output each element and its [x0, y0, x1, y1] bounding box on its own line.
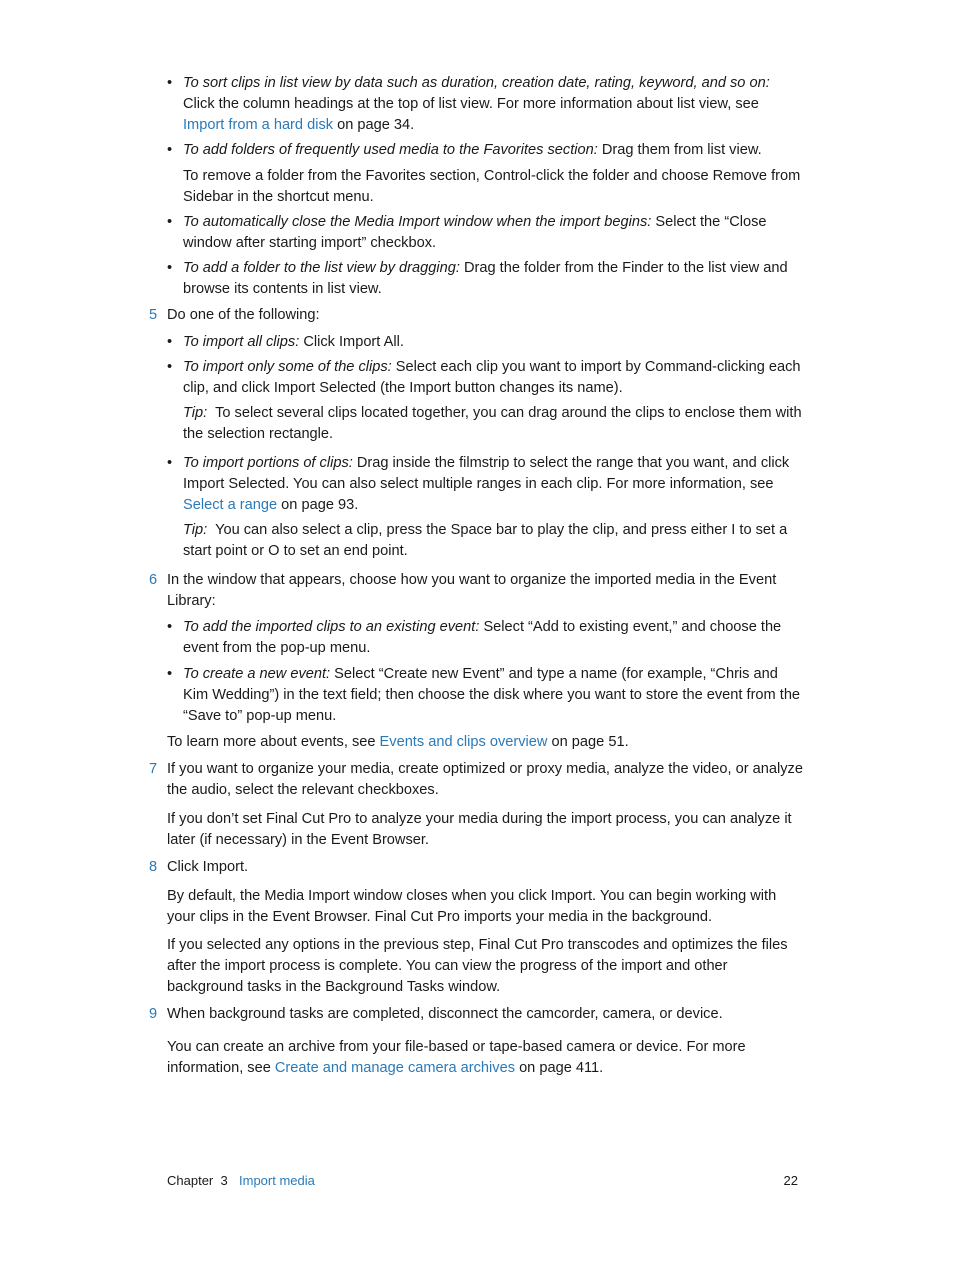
link-create-manage-camera-archives[interactable]: Create and manage camera archives — [274, 1060, 516, 1076]
step-6-text: In the window that appears, choose how you want to organize the imported media in the Event Library: — [167, 572, 777, 609]
tip-space-bar — [183, 520, 803, 562]
bullet-lead: To add the imported clips to an existing event: — [183, 619, 480, 635]
footer-section-link[interactable]: Import media — [239, 1173, 315, 1188]
learn-after: on page 51. — [547, 734, 629, 750]
bullet: • — [167, 359, 173, 375]
step-7-text: If you want to organize your media, create optimized or proxy media, analyze the video, or analyze the audio, select the relevant checkboxes. — [167, 761, 803, 798]
bullet-item-import-portions — [183, 453, 803, 516]
bullet-item-drag-folder — [183, 258, 803, 300]
learn-text: To learn more about events, see — [167, 734, 380, 750]
tip-label: Tip: — [183, 522, 208, 538]
bullet-after: on page 34. — [333, 117, 415, 133]
bullet-lead: To automatically close the Media Import window when the import begins: — [183, 214, 652, 230]
bullet-lead: To import only some of the clips: — [183, 359, 392, 375]
tip-label: Tip: — [183, 405, 208, 421]
bullet-body: Drag inside the filmstrip to select the range that you want, and click Import Selected. You can also select multiple ranges in each clip. For more information, see — [183, 455, 790, 492]
step-number: 7 — [149, 761, 158, 777]
bullet-body: Select the “Close window after starting import” checkbox. — [183, 214, 767, 251]
archive-note — [167, 1037, 803, 1079]
step-number: 6 — [149, 572, 158, 588]
bullet-item-sort-clips — [183, 73, 803, 136]
link-select-a-range[interactable]: Select a range — [183, 497, 278, 513]
bullet-body: Drag them from list view. — [597, 142, 762, 158]
bullet-after: on page 93. — [277, 497, 359, 513]
favorites-note: To remove a folder from the Favorites section, Control-click the folder and choose Remove from Sidebar in the shortcut menu. — [183, 168, 801, 205]
bullet-item-new-event — [183, 664, 803, 727]
step-number: 5 — [149, 307, 158, 323]
bullet-item-existing-event — [183, 617, 803, 659]
bullet: • — [167, 142, 173, 158]
bullet: • — [167, 260, 173, 276]
tip-select-several — [183, 403, 803, 445]
step-8-text: Click Import. — [167, 859, 249, 875]
step-5-text: Do one of the following: — [167, 307, 320, 323]
tip-text: You can also select a clip, press the Space bar to play the clip, and press either I to set a start point or O to set an end point. — [183, 522, 788, 559]
bullet-body: Click Import All. — [299, 334, 404, 350]
page-number: 22 — [783, 1173, 798, 1188]
link-import-from-hard-disk[interactable]: Import from a hard disk — [183, 117, 334, 133]
archive-after: on page 411. — [515, 1060, 604, 1076]
bullet-lead: To import portions of clips: — [183, 455, 353, 471]
bullet-body: Click the column headings at the top of list view. For more information about list view, see — [183, 96, 759, 112]
step-8-note-transcode: If you selected any options in the previous step, Final Cut Pro transcodes and optimizes the files after the import process is complete. You can view the progress of the import and other background tasks in the Background Tasks window. — [167, 937, 788, 995]
bullet-lead: To sort clips in list view by data such as duration, creation date, rating, keyword, and so on: — [183, 75, 770, 91]
bullet-lead: To import all clips: — [183, 334, 300, 350]
bullet: • — [167, 666, 173, 682]
bullet-lead: To add a folder to the list view by dragging: — [183, 260, 460, 276]
step-number: 8 — [149, 859, 158, 875]
bullet: • — [167, 334, 173, 350]
bullet-body: Select “Create new Event” and type a name (for example, “Chris and Kim Wedding”) in the text field; then choose the disk where you want to store the event from the “Save to” pop-up menu. — [183, 666, 801, 724]
archive-text: You can create an archive from your file-based or tape-based camera or device. For more information, see — [167, 1039, 746, 1076]
bullet-item-import-all — [183, 332, 803, 353]
bullet-body: Select “Add to existing event,” and choose the event from the pop-up menu. — [183, 619, 782, 656]
bullet: • — [167, 619, 173, 635]
bullet: • — [167, 214, 173, 230]
bullet-lead: To add folders of frequently used media to the Favorites section: — [183, 142, 598, 158]
bullet-body: Select each clip you want to import by Command-clicking each clip, and click Import Selected (the Import button changes its name). — [183, 359, 801, 396]
footer-chapter: Chapter 3 — [167, 1173, 228, 1188]
bullet-item-auto-close — [183, 212, 803, 254]
step-8-note-default: By default, the Media Import window closes when you click Import. You can begin working with your clips in the Event Browser. Final Cut Pro imports your media in the background. — [167, 888, 777, 925]
bullet-item-favorites — [183, 140, 803, 161]
bullet-lead: To create a new event: — [183, 666, 331, 682]
step-7-note: If you don’t set Final Cut Pro to analyze your media during the import process, you can analyze it later (if necessary) in the Event Browser. — [167, 811, 792, 848]
step-number: 9 — [149, 1006, 158, 1022]
step-9-text: When background tasks are completed, disconnect the camcorder, camera, or device. — [167, 1006, 723, 1022]
link-events-and-clips-overview[interactable]: Events and clips overview — [379, 734, 548, 750]
learn-more-events — [167, 732, 803, 753]
bullet-item-import-some — [183, 357, 803, 399]
bullet: • — [167, 455, 173, 471]
tip-text: To select several clips located together, you can drag around the clips to enclose them with the selection rectangle. — [183, 405, 802, 442]
bullet-body: Drag the folder from the Finder to the list view and browse its contents in list view. — [183, 260, 788, 297]
bullet: • — [167, 75, 173, 91]
